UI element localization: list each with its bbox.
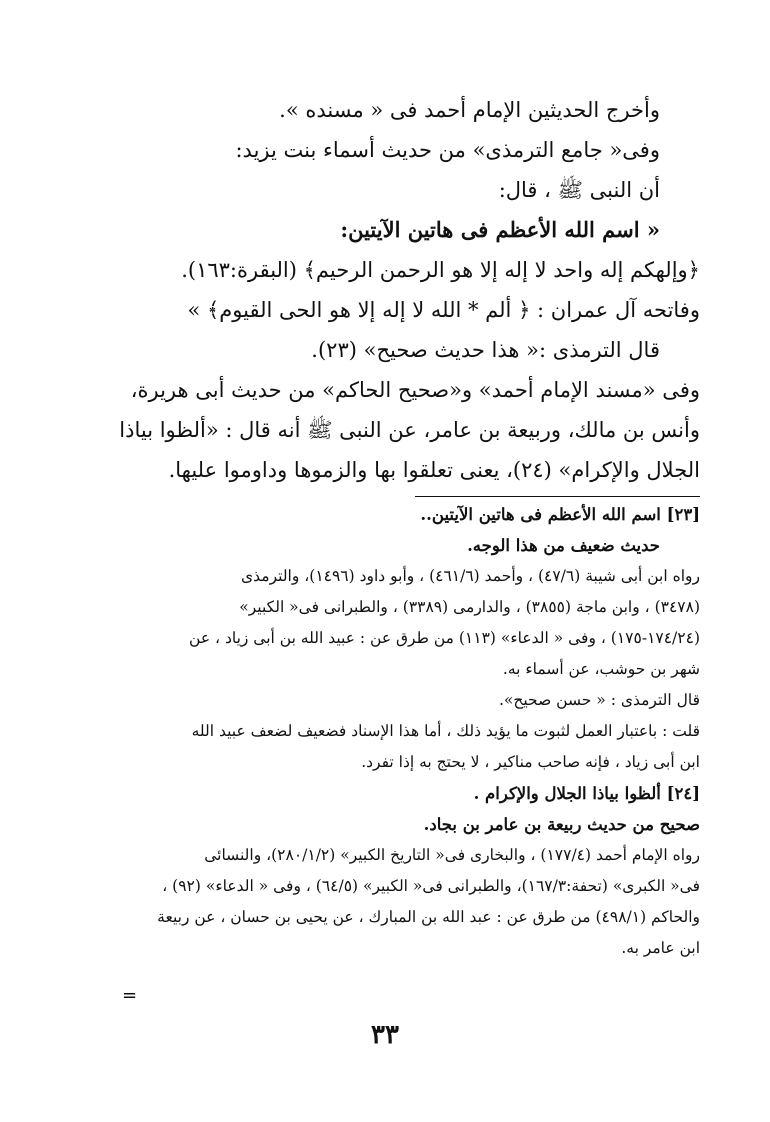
footnote-line: حديث ضعيف من هذا الوجه.	[467, 536, 660, 555]
footnote-line: صحيح من حديث ربيعة بن عامر بن بجاد.	[423, 815, 700, 834]
footnotes	[60, 499, 700, 964]
footnote-line: فى« الكبرى» (تحفة:١٦٧/٣)، والطبرانى فى« الكبير» (٦٤/٥) ، وفى « الدعاء» (٩٢) ،	[162, 877, 700, 895]
footnote-line: ابن أبى زياد ، فإنه صاحب مناكير ، لا يحتج به إذا تفرد.	[361, 753, 700, 771]
main-line: وفى «مسند الإمام أحمد» و«صحيح الحاكم» من حديث أبى هريرة،	[130, 378, 700, 402]
main-line: وفى« جامع الترمذى» من حديث أسماء بنت يزيد:	[235, 138, 660, 162]
page-number: ٣٣	[371, 1020, 399, 1050]
footnote-line: رواه الإمام أحمد (١٧٧/٤) ، والبخارى فى« التاريخ الكبير» (٢٨٠/١/٢)، والنسائى	[204, 846, 700, 864]
main-text	[60, 90, 700, 490]
main-line: أن النبى ﷺ ، قال:	[498, 178, 660, 202]
main-line: وأخرج الحديثين الإمام أحمد فى « مسنده ».	[279, 98, 660, 122]
main-line: قال الترمذى :« هذا حديث صحيح» (٢٣).	[311, 338, 660, 362]
footnote-line: [٢٤] ألظوا بياذا الجلال والإكرام .	[473, 784, 700, 803]
main-line: « اسم الله الأعظم فى هاتين الآيتين:	[340, 217, 660, 242]
main-line: ﴿وإلهكم إله واحد لا إله إلا هو الرحمن الرحيم﴾ (البقرة:١٦٣).	[181, 258, 700, 282]
main-line: الجلال والإكرام» (٢٤)، يعنى تعلقوا بها والزموها وداوموا عليها.	[168, 458, 700, 482]
footnote-separator	[415, 496, 700, 497]
footnote-line: [٢٣] اسم الله الأعظم فى هاتين الآيتين..	[420, 505, 700, 524]
footnote-line: رواه ابن أبى شيبة (٤٧/٦) ، وأحمد (٤٦١/٦) ، وأبو داود (١٤٩٦)، والترمذى	[241, 567, 700, 585]
footnote-line: (١٧٤/٢٤-١٧٥) ، وفى « الدعاء» (١١٣) من طرق عن : عبيد الله بن أبى زياد ، عن	[189, 629, 700, 647]
footnote-line: ابن عامر به.	[621, 939, 700, 957]
footnote-line: شهر بن حوشب، عن أسماء به.	[502, 660, 700, 678]
page-body	[60, 90, 700, 964]
continuation-mark: =	[122, 985, 138, 1006]
footnote-line: قال الترمذى : « حسن صحيح».	[498, 691, 700, 709]
footnote-line: والحاكم (٤٩٨/١) من طرق عن : عبد الله بن المبارك ، عن يحيى بن حسان ، عن ربيعة	[157, 908, 700, 926]
main-line: وفاتحه آل عمران : ﴿ ألم * الله لا إله إلا هو الحى القيوم﴾ »	[187, 298, 700, 322]
footnote-line: قلت : باعتبار العمل لثبوت ما يؤيد ذلك ، أما هذا الإسناد فضعيف لضعف عبيد الله	[191, 722, 700, 740]
footnote-line: (٣٤٧٨) ، وابن ماجة (٣٨٥٥) ، والدارمى (٣٣٨٩) ، والطبرانى فى« الكبير»	[239, 598, 700, 616]
main-line: وأنس بن مالك، وربيعة بن عامر، عن النبى ﷺ أنه قال : «ألظوا بياذا	[119, 418, 700, 442]
